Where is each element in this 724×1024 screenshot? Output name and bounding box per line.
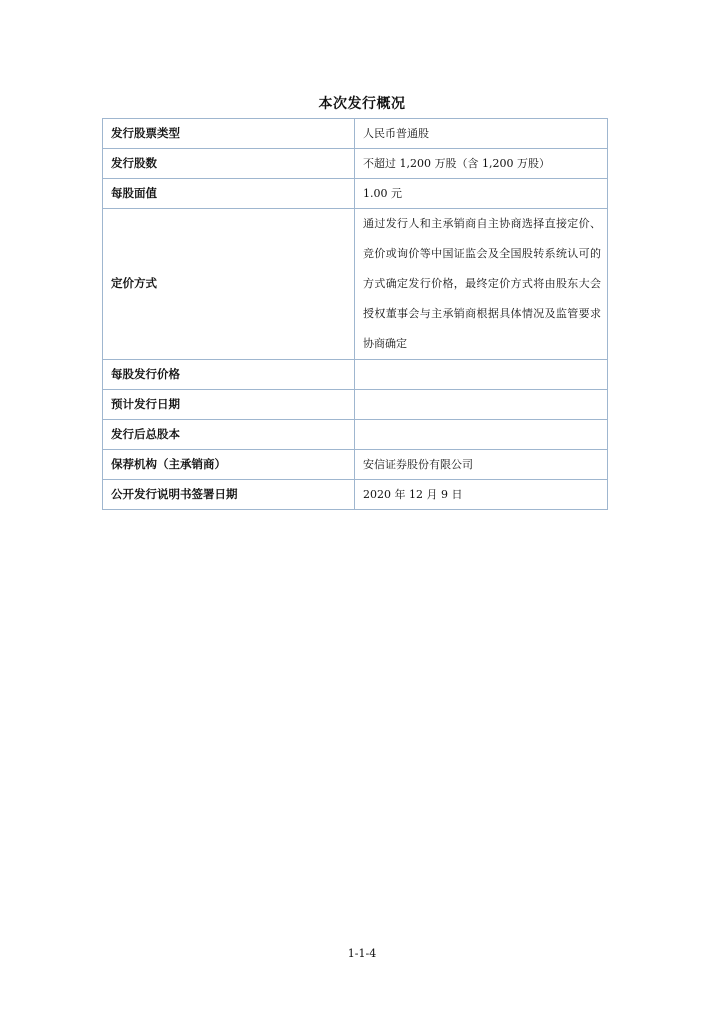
table-row bbox=[103, 179, 608, 209]
row-value-issue-price bbox=[355, 360, 608, 390]
table-row bbox=[103, 450, 608, 480]
table-row bbox=[103, 420, 608, 450]
row-value-total-shares bbox=[355, 420, 608, 450]
row-label-share-count: 发行股数 bbox=[103, 149, 355, 179]
row-label-sponsor: 保荐机构（主承销商） bbox=[103, 450, 355, 480]
row-value-sponsor: 安信证券股份有限公司 bbox=[355, 450, 608, 480]
table-row bbox=[103, 149, 608, 179]
table-row bbox=[103, 209, 608, 360]
row-label-issue-price: 每股发行价格 bbox=[103, 360, 355, 390]
row-label-signing-date: 公开发行说明书签署日期 bbox=[103, 480, 355, 510]
table-row bbox=[103, 119, 608, 149]
row-value-par-value: 1.00 元 bbox=[355, 179, 608, 209]
row-label-total-shares: 发行后总股本 bbox=[103, 420, 355, 450]
row-label-stock-type: 发行股票类型 bbox=[103, 119, 355, 149]
row-value-pricing-method: 通过发行人和主承销商自主协商选择直接定价、竞价或询价等中国证监会及全国股转系统认可的方式确定发行价格，最终定价方式将由股东大会授权董事会与主承销商根据具体情况及监管要求协商确定 bbox=[355, 209, 608, 360]
table-row bbox=[103, 390, 608, 420]
row-label-pricing-method: 定价方式 bbox=[103, 209, 355, 360]
table-row bbox=[103, 360, 608, 390]
page-number: 1-1-4 bbox=[347, 947, 377, 960]
row-value-signing-date: 2020 年 12 月 9 日 bbox=[355, 480, 608, 510]
row-value-stock-type: 人民币普通股 bbox=[355, 119, 608, 149]
page-title: 本次发行概况 bbox=[318, 96, 406, 112]
row-label-par-value: 每股面值 bbox=[103, 179, 355, 209]
table-row bbox=[103, 480, 608, 510]
row-label-issue-date: 预计发行日期 bbox=[103, 390, 355, 420]
row-value-issue-date bbox=[355, 390, 608, 420]
row-value-share-count: 不超过 1,200 万股（含 1,200 万股） bbox=[355, 149, 608, 179]
offering-overview-table bbox=[102, 118, 608, 510]
